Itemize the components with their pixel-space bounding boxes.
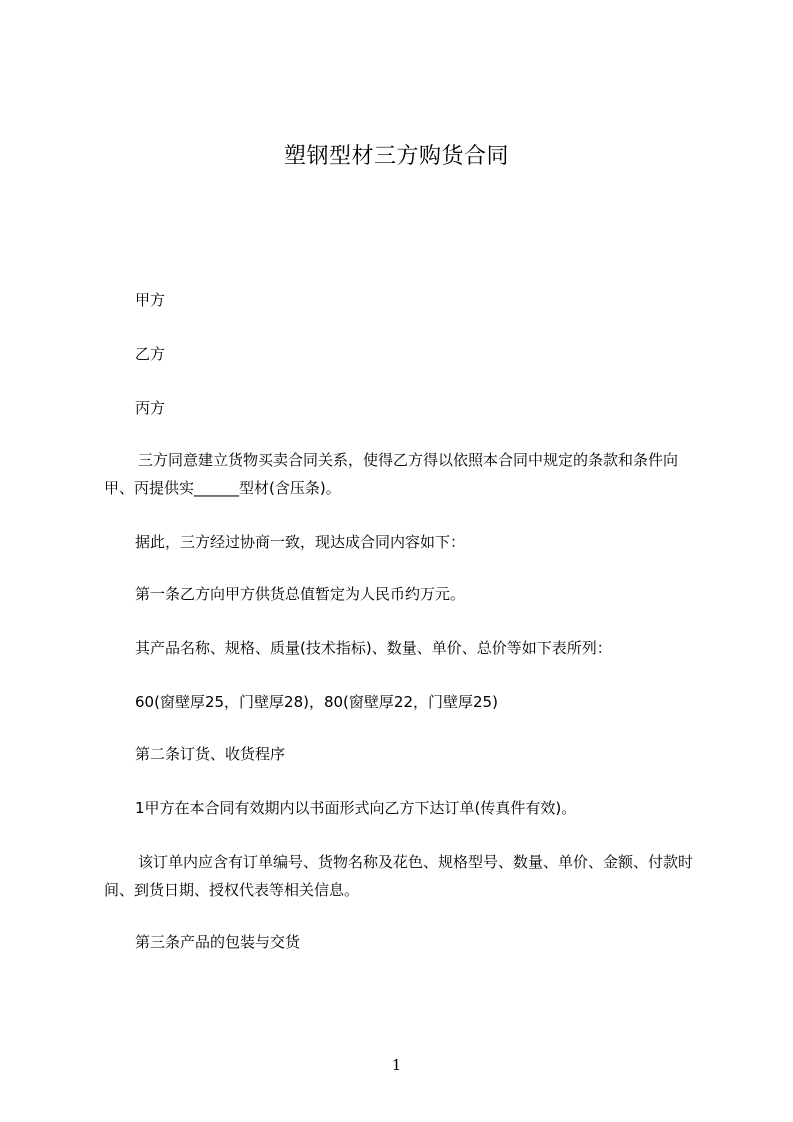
order-content-paragraph: 该订单内应含有订单编号、货物名称及花色、规格型号、数量、单价、金额、付款时间、到货日期、授权代表等相关信息。 bbox=[104, 853, 694, 899]
article-3-heading: 第三条产品的包装与交货 bbox=[135, 933, 301, 951]
article-1-paragraph: 第一条乙方向甲方供货总值暂定为人民币约万元。 bbox=[135, 585, 466, 603]
party-b-label: 乙方 bbox=[135, 345, 166, 363]
order-clause-paragraph: 1甲方在本合同有效期内以书面形式向乙方下达订单(传真件有效)。 bbox=[135, 799, 577, 817]
document-title: 塑钢型材三方购货合同 bbox=[283, 144, 509, 169]
page-number: 1 bbox=[391, 1056, 402, 1074]
article-2-heading: 第二条订货、收货程序 bbox=[135, 745, 286, 763]
party-a-label: 甲方 bbox=[135, 291, 166, 309]
party-c-label: 丙方 bbox=[135, 399, 166, 417]
agreement-intro-paragraph: 三方同意建立货物买卖合同关系，使得乙方得以依照本合同中规定的条款和条件向甲、丙提供实______型材(含压条)。 bbox=[104, 451, 679, 497]
product-spec-paragraph: 其产品名称、规格、质量(技术指标)、数量、单价、总价等如下表所列： bbox=[135, 639, 612, 657]
consensus-paragraph: 据此，三方经过协商一致，现达成合同内容如下： bbox=[135, 533, 466, 551]
wall-thickness-paragraph: 60(窗壁厚25，门壁厚28)，80(窗壁厚22，门壁厚25) bbox=[135, 693, 498, 711]
